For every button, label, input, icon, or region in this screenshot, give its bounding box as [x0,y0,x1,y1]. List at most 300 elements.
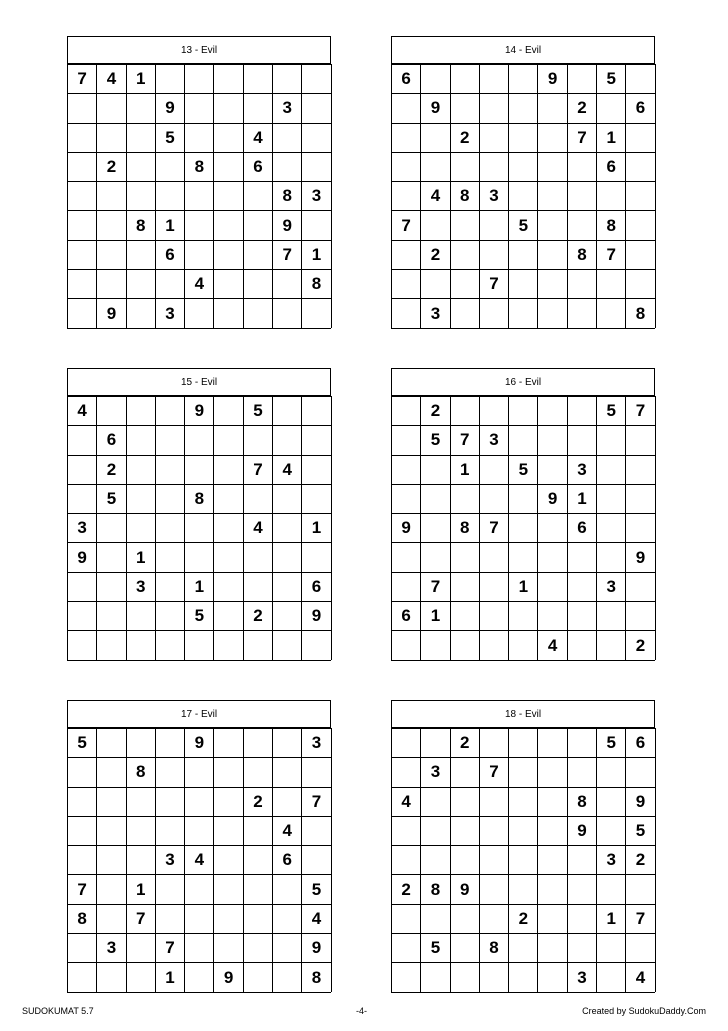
sudoku-cell [156,630,185,659]
sudoku-cell [421,962,450,991]
sudoku-cell [214,757,243,786]
sudoku-cell [509,630,538,659]
sudoku-cell [480,210,509,239]
sudoku-cell [273,298,302,327]
sudoku-cell [214,152,243,181]
sudoku-cell [392,269,421,298]
sudoku-cell [568,64,597,93]
sudoku-cell [509,269,538,298]
sudoku-cell [509,152,538,181]
sudoku-cell [214,513,243,542]
sudoku-cell [127,123,156,152]
sudoku-cell [127,181,156,210]
sudoku-cell [302,757,331,786]
sudoku-cell [451,816,480,845]
sudoku-cell [68,455,97,484]
sudoku-cell [451,542,480,571]
sudoku-cell [97,542,126,571]
sudoku-cell [538,845,567,874]
sudoku-cell [568,572,597,601]
sudoku-cell [68,601,97,630]
sudoku-cell [127,845,156,874]
sudoku-cell [509,787,538,816]
sudoku-cell [214,572,243,601]
sudoku-cell: 8 [421,874,450,903]
sudoku-cell [509,816,538,845]
sudoku-cell [68,269,97,298]
sudoku-cell [302,455,331,484]
sudoku-cell [538,513,567,542]
sudoku-cell [68,240,97,269]
footer-left: SUDOKUMAT 5.7 [22,1006,94,1016]
sudoku-cell: 8 [568,240,597,269]
sudoku-cell: 8 [273,181,302,210]
sudoku-cell [392,181,421,210]
sudoku-cell [392,152,421,181]
sudoku-cell [97,962,126,991]
sudoku-cell [509,425,538,454]
sudoku-cell [185,904,214,933]
sudoku-cell [244,962,273,991]
sudoku-cell [480,484,509,513]
sudoku-cell [509,123,538,152]
sudoku-cell [244,240,273,269]
sudoku-cell: 4 [185,269,214,298]
sudoku-cell [597,542,626,571]
sudoku-cell [214,123,243,152]
sudoku-cell [626,181,655,210]
sudoku-cell: 3 [421,298,450,327]
sudoku-cell [538,298,567,327]
sudoku-cell [421,152,450,181]
sudoku-cell [185,123,214,152]
sudoku-cell [97,396,126,425]
sudoku-cell [480,904,509,933]
sudoku-cell [127,396,156,425]
sudoku-cell [214,455,243,484]
sudoku-cell: 1 [127,64,156,93]
sudoku-cell [480,123,509,152]
sudoku-cell: 2 [509,904,538,933]
sudoku-cell [185,181,214,210]
sudoku-cell: 4 [244,513,273,542]
sudoku-cell [421,630,450,659]
sudoku-cell [127,152,156,181]
sudoku-cell [127,269,156,298]
sudoku-grid [391,728,655,993]
puzzle-title: 17 - Evil [67,700,331,728]
sudoku-cell [392,396,421,425]
sudoku-cell: 5 [626,816,655,845]
sudoku-cell: 5 [185,601,214,630]
sudoku-cell [626,240,655,269]
sudoku-cell [597,962,626,991]
sudoku-cell: 5 [509,455,538,484]
sudoku-cell [244,845,273,874]
sudoku-cell [127,513,156,542]
sudoku-cell: 2 [626,845,655,874]
sudoku-cell: 2 [626,630,655,659]
sudoku-cell [392,630,421,659]
sudoku-cell [480,962,509,991]
sudoku-cell [156,757,185,786]
sudoku-cell [156,396,185,425]
sudoku-cell: 1 [156,210,185,239]
sudoku-cell [509,93,538,122]
sudoku-cell [156,572,185,601]
sudoku-cell [421,542,450,571]
sudoku-cell [214,904,243,933]
sudoku-cell [185,64,214,93]
sudoku-cell [421,269,450,298]
sudoku-cell [273,757,302,786]
sudoku-cell [451,962,480,991]
sudoku-cell [214,484,243,513]
sudoku-cell [127,601,156,630]
sudoku-cell [480,572,509,601]
sudoku-cell: 4 [626,962,655,991]
sudoku-cell [185,787,214,816]
sudoku-cell: 5 [421,425,450,454]
sudoku-cell [97,269,126,298]
sudoku-cell: 7 [68,64,97,93]
sudoku-cell: 3 [68,513,97,542]
sudoku-cell [244,298,273,327]
sudoku-cell [244,484,273,513]
sudoku-cell [97,904,126,933]
sudoku-cell [273,269,302,298]
sudoku-cell [273,962,302,991]
sudoku-cell [568,933,597,962]
sudoku-cell [568,728,597,757]
puzzle-17 [67,700,331,993]
sudoku-cell [392,572,421,601]
sudoku-cell [597,933,626,962]
sudoku-cell [480,845,509,874]
sudoku-cell: 9 [538,64,567,93]
sudoku-cell: 3 [156,298,185,327]
sudoku-cell: 6 [392,64,421,93]
sudoku-cell [597,425,626,454]
sudoku-cell [273,123,302,152]
sudoku-cell [538,181,567,210]
sudoku-cell [509,181,538,210]
sudoku-cell [214,64,243,93]
sudoku-cell [480,542,509,571]
sudoku-cell [626,425,655,454]
sudoku-cell [244,630,273,659]
sudoku-cell [392,962,421,991]
sudoku-cell [421,904,450,933]
sudoku-cell [244,904,273,933]
sudoku-cell [509,542,538,571]
sudoku-cell [451,240,480,269]
sudoku-cell [392,816,421,845]
sudoku-cell [302,298,331,327]
sudoku-cell: 7 [480,757,509,786]
sudoku-cell [538,269,567,298]
sudoku-cell [509,845,538,874]
sudoku-cell [538,757,567,786]
sudoku-cell [68,484,97,513]
sudoku-cell [68,933,97,962]
sudoku-cell [185,240,214,269]
sudoku-cell [185,962,214,991]
sudoku-cell [97,240,126,269]
sudoku-cell [538,787,567,816]
sudoku-cell: 2 [451,123,480,152]
sudoku-cell [538,210,567,239]
sudoku-cell [185,210,214,239]
sudoku-cell [273,933,302,962]
sudoku-cell [185,816,214,845]
sudoku-cell: 1 [156,962,185,991]
sudoku-cell [421,455,450,484]
sudoku-cell [451,933,480,962]
sudoku-cell [97,601,126,630]
sudoku-cell [244,728,273,757]
sudoku-cell [127,455,156,484]
sudoku-cell [568,601,597,630]
sudoku-cell: 7 [568,123,597,152]
sudoku-cell [480,601,509,630]
sudoku-cell [273,601,302,630]
sudoku-cell: 4 [421,181,450,210]
sudoku-cell [451,64,480,93]
sudoku-cell [626,64,655,93]
sudoku-cell [626,123,655,152]
sudoku-cell: 8 [127,210,156,239]
sudoku-cell [568,630,597,659]
sudoku-cell [568,396,597,425]
sudoku-cell [273,630,302,659]
sudoku-cell [392,425,421,454]
sudoku-cell: 3 [156,845,185,874]
sudoku-cell: 1 [509,572,538,601]
sudoku-cell [244,933,273,962]
sudoku-cell [568,269,597,298]
sudoku-cell: 1 [302,240,331,269]
sudoku-cell [568,181,597,210]
sudoku-cell: 9 [538,484,567,513]
sudoku-cell [156,455,185,484]
sudoku-cell: 7 [626,904,655,933]
sudoku-cell: 4 [68,396,97,425]
sudoku-cell: 4 [244,123,273,152]
puzzle-14 [391,36,655,329]
sudoku-cell [509,396,538,425]
sudoku-cell [244,816,273,845]
sudoku-cell [480,787,509,816]
sudoku-cell [214,874,243,903]
sudoku-cell [68,425,97,454]
sudoku-cell: 7 [392,210,421,239]
sudoku-cell [451,904,480,933]
sudoku-cell: 9 [626,542,655,571]
puzzle-18 [391,700,655,993]
sudoku-cell [127,728,156,757]
sudoku-grid [67,396,331,661]
sudoku-cell: 1 [568,484,597,513]
sudoku-cell [451,601,480,630]
sudoku-cell [626,210,655,239]
sudoku-cell [392,455,421,484]
sudoku-cell: 7 [68,874,97,903]
sudoku-cell [568,874,597,903]
sudoku-cell: 5 [597,396,626,425]
sudoku-cell [451,787,480,816]
sudoku-cell [392,933,421,962]
sudoku-cell [538,728,567,757]
sudoku-cell [97,757,126,786]
sudoku-cell: 1 [421,601,450,630]
sudoku-cell [273,572,302,601]
sudoku-cell [597,455,626,484]
sudoku-cell [185,455,214,484]
sudoku-cell: 5 [302,874,331,903]
sudoku-cell: 4 [392,787,421,816]
sudoku-cell [509,728,538,757]
sudoku-cell [480,816,509,845]
sudoku-cell [451,152,480,181]
sudoku-cell: 6 [597,152,626,181]
sudoku-cell: 7 [156,933,185,962]
sudoku-cell: 9 [68,542,97,571]
sudoku-cell [68,816,97,845]
sudoku-cell [273,728,302,757]
sudoku-cell: 2 [421,240,450,269]
sudoku-cell: 7 [127,904,156,933]
sudoku-cell: 3 [97,933,126,962]
sudoku-cell [421,728,450,757]
sudoku-cell [597,181,626,210]
sudoku-cell: 4 [185,845,214,874]
sudoku-cell: 7 [480,269,509,298]
sudoku-cell: 2 [244,787,273,816]
sudoku-cell: 9 [626,787,655,816]
sudoku-cell [421,787,450,816]
sudoku-cell: 2 [392,874,421,903]
sudoku-cell [597,484,626,513]
sudoku-cell [451,845,480,874]
sudoku-cell [480,93,509,122]
sudoku-cell: 4 [273,455,302,484]
sudoku-cell [509,601,538,630]
sudoku-cell [626,455,655,484]
sudoku-cell [480,455,509,484]
sudoku-cell [302,396,331,425]
sudoku-cell: 1 [451,455,480,484]
sudoku-cell: 6 [302,572,331,601]
sudoku-cell [568,542,597,571]
sudoku-cell: 7 [273,240,302,269]
sudoku-cell: 1 [302,513,331,542]
sudoku-cell [538,93,567,122]
sudoku-cell [480,298,509,327]
sudoku-cell [97,181,126,210]
sudoku-cell [392,845,421,874]
sudoku-cell [597,630,626,659]
sudoku-cell [480,630,509,659]
sudoku-cell: 9 [273,210,302,239]
sudoku-cell: 1 [127,542,156,571]
sudoku-cell [97,874,126,903]
sudoku-cell [214,630,243,659]
sudoku-cell [451,757,480,786]
sudoku-cell: 4 [538,630,567,659]
sudoku-cell: 5 [156,123,185,152]
sudoku-cell [97,210,126,239]
sudoku-cell [568,210,597,239]
sudoku-cell [244,181,273,210]
sudoku-cell [244,874,273,903]
sudoku-cell [597,93,626,122]
sudoku-cell [538,396,567,425]
sudoku-cell [509,484,538,513]
sudoku-cell [538,904,567,933]
sudoku-cell: 4 [97,64,126,93]
sudoku-cell [509,513,538,542]
sudoku-cell [68,181,97,210]
sudoku-cell [156,513,185,542]
sudoku-cell [185,93,214,122]
sudoku-cell: 5 [597,728,626,757]
sudoku-cell: 4 [273,816,302,845]
sudoku-cell [568,425,597,454]
sudoku-cell [273,787,302,816]
sudoku-cell [156,904,185,933]
sudoku-cell [480,64,509,93]
sudoku-cell: 3 [273,93,302,122]
sudoku-cell: 6 [156,240,185,269]
sudoku-cell [244,269,273,298]
sudoku-cell [538,874,567,903]
sudoku-cell [597,757,626,786]
sudoku-cell: 8 [185,152,214,181]
sudoku-cell: 3 [480,425,509,454]
sudoku-cell: 5 [421,933,450,962]
sudoku-cell [68,123,97,152]
sudoku-cell: 2 [451,728,480,757]
sudoku-cell: 8 [568,787,597,816]
sudoku-cell [451,269,480,298]
sudoku-cell [68,210,97,239]
sudoku-cell [97,845,126,874]
sudoku-cell [421,816,450,845]
sudoku-cell: 6 [273,845,302,874]
sudoku-cell [273,64,302,93]
sudoku-cell: 7 [626,396,655,425]
sudoku-cell: 7 [597,240,626,269]
sudoku-cell: 8 [480,933,509,962]
sudoku-cell [214,816,243,845]
sudoku-cell: 3 [597,845,626,874]
sudoku-cell [97,630,126,659]
sudoku-cell [626,757,655,786]
sudoku-cell [68,152,97,181]
sudoku-cell: 2 [568,93,597,122]
footer-page-number: -4- [356,1006,367,1016]
sudoku-cell: 9 [214,962,243,991]
sudoku-cell [392,240,421,269]
sudoku-cell [538,542,567,571]
sudoku-cell [185,933,214,962]
sudoku-cell [538,240,567,269]
sudoku-cell [244,210,273,239]
sudoku-cell [568,845,597,874]
sudoku-cell [538,816,567,845]
sudoku-cell: 1 [597,123,626,152]
